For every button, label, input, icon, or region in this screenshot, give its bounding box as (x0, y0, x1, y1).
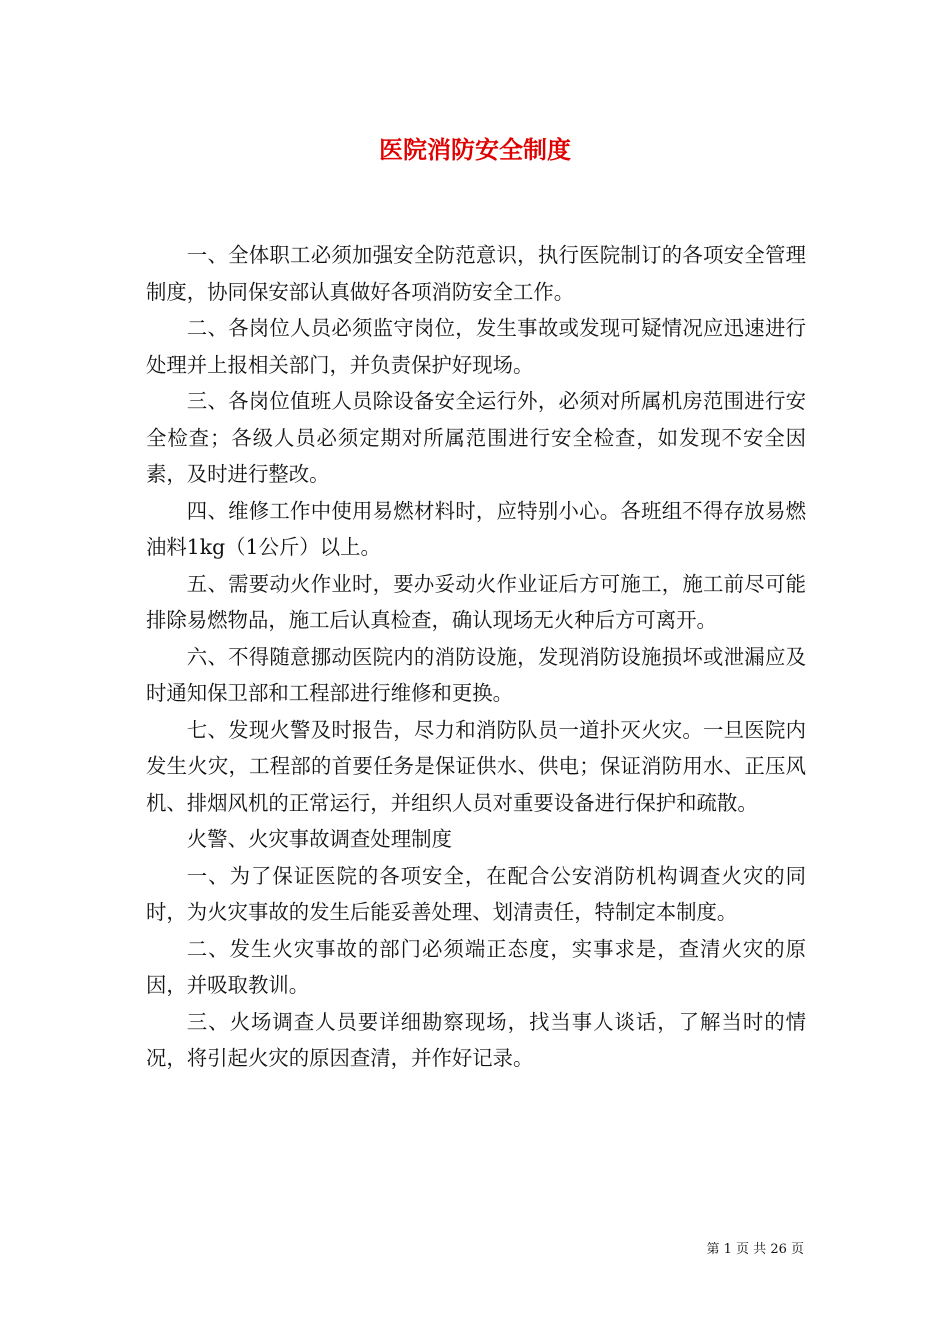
paragraph: 七、发现火警及时报告，尽力和消防队员一道扑灭火灾。一旦医院内发生火灾，工程部的首要任务是保证供水、供电；保证消防用水、正压风机、排烟风机的正常运行，并组织人员对重要设备进行保护和疏散。 (146, 717, 806, 815)
paragraph: 二、发生火灾事故的部门必须端正态度，实事求是，查清火灾的原因，并吸取教训。 (146, 936, 806, 997)
document-title: 医院消防安全制度 (379, 135, 571, 164)
paragraph: 三、各岗位值班人员除设备安全运行外，必须对所属机房范围进行安全检查；各级人员必须定期对所属范围进行安全检查，如发现不安全因素，及时进行整改。 (146, 389, 806, 486)
paragraph: 一、为了保证医院的各项安全，在配合公安消防机构调查火灾的同时，为火灾事故的发生后能妥善处理、划清责任，特制定本制度。 (146, 863, 806, 924)
paragraph: 五、需要动火作业时，要办妥动火作业证后方可施工，施工前尽可能排除易燃物品，施工后认真检查，确认现场无火种后方可离开。 (146, 571, 806, 632)
paragraph: 六、不得随意挪动医院内的消防设施，发现消防设施损坏或泄漏应及时通知保卫部和工程部进行维修和更换。 (146, 644, 806, 705)
paragraph: 三、火场调查人员要详细勘察现场，找当事人谈话，了解当时的情况，将引起火灾的原因查清，并作好记录。 (146, 1009, 806, 1070)
paragraph: 一、全体职工必须加强安全防范意识，执行医院制订的各项安全管理制度，协同保安部认真做好各项消防安全工作。 (146, 243, 806, 304)
section-heading: 火警、火灾事故调查处理制度 (186, 827, 452, 851)
page-number: 第 1 页 共 26 页 (706, 1242, 804, 1257)
document-body (146, 237, 806, 1077)
paragraph: 二、各岗位人员必须监守岗位，发生事故或发现可疑情况应迅速进行处理并上报相关部门，并负责保护好现场。 (146, 316, 806, 377)
paragraph: 四、维修工作中使用易燃材料时，应特别小心。各班组不得存放易燃油料1kg（1公斤）以上。 (146, 498, 806, 559)
